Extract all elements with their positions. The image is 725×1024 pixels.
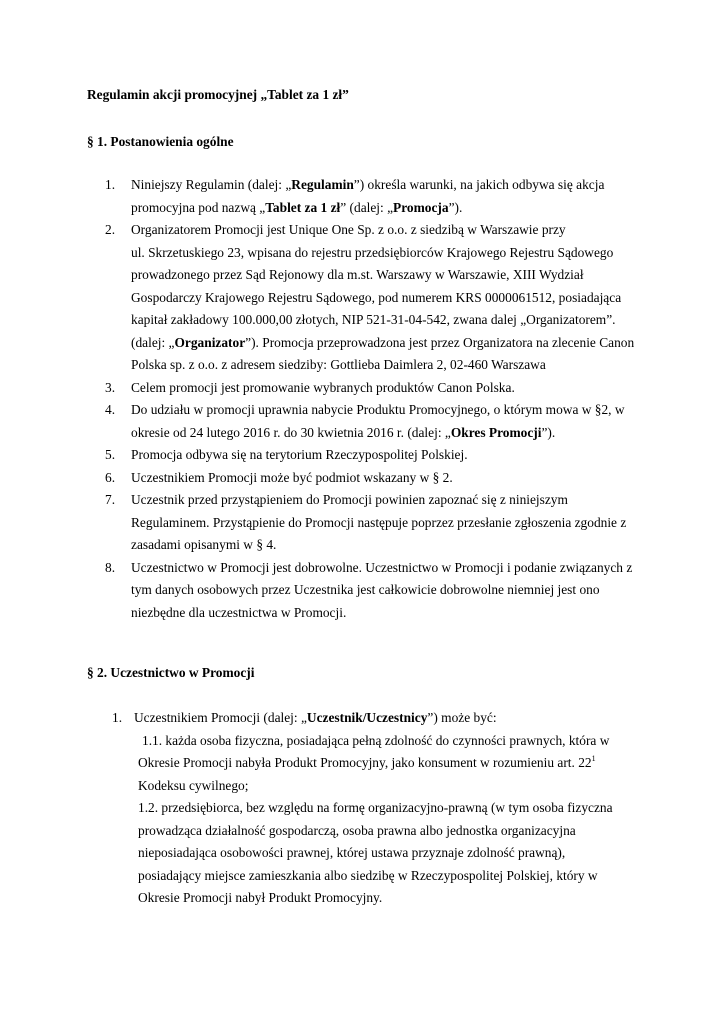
item-text-line xyxy=(131,332,665,355)
list-item xyxy=(105,219,665,377)
item-text-line: niezbędne dla uczestnictwa w Promocji. xyxy=(131,604,347,620)
list-item xyxy=(105,377,665,400)
section-1-heading: § 1. Postanowienia ogólne xyxy=(87,134,234,149)
item-text-line: Uczestnictwo w Promocji jest dobrowolne. Uczestnictwo w Promocji i podanie związanych z xyxy=(131,559,633,575)
item-number: 8. xyxy=(105,559,116,575)
item-text-line: Gospodarczy Krajowego Rejestru Sądowego, pod numerem KRS 0000061512, posiadająca xyxy=(131,289,622,305)
item-text-line: Polska sp. z o.o. z adresem siedziby: Gottlieba Daimlera 2, 02-460 Warszawa xyxy=(131,357,546,372)
subitem-text-line: posiadający miejsce zamieszkania albo siedzibę w Rzeczypospolitej Polskiej, który w xyxy=(138,867,598,883)
item-number: 1. xyxy=(112,710,123,725)
subitem-text-line: prowadząca działalność gospodarczą, osoba prawna albo jednostka organizacyjna xyxy=(138,822,576,838)
item-text-line: Promocja odbywa się na terytorium Rzeczypospolitej Polskiej. xyxy=(131,447,468,462)
subitem-text-line: nieposiadająca osobowości prawnej, której ustawa przyznaje zdolność prawną), xyxy=(138,845,566,860)
item-number: 6. xyxy=(105,469,116,485)
text-run: Niniejszy Regulamin (dalej: „ xyxy=(131,177,292,192)
item-number: 2. xyxy=(105,222,116,237)
list-item xyxy=(105,467,665,490)
item-text-line: Do udziału w promocji uprawnia nabycie Produktu Promocyjnego, o którym mowa w §2, w xyxy=(131,402,625,417)
list-item xyxy=(112,707,672,910)
item-text-line xyxy=(131,197,665,220)
text-run: okresie od 24 lutego 2016 r. do 30 kwietnia 2016 r. (dalej: „ xyxy=(131,424,451,440)
defined-term: Promocja xyxy=(393,199,449,215)
item-text-line: Regulaminem. Przystąpienie do Promocji następuje poprzez przesłanie zgłoszenia zgodnie z xyxy=(131,514,627,530)
text-run: ” (dalej: „ xyxy=(340,199,394,215)
item-text-line: tym danych osobowych przez Uczestnika jest całkowicie dobrowolne niemniej jest ono xyxy=(131,582,600,597)
item-text-line: ul. Skrzetuskiego 23, wpisana do rejestru przedsiębiorców Krajowego Rejestru Sądowego xyxy=(131,244,614,260)
item-number: 1. xyxy=(105,177,116,192)
item-text-line: kapitał zakładowy 100.000,00 złotych, NIP 521-31-04-542, zwana dalej „Organizatorem”. xyxy=(131,312,616,327)
subitem-text-line: 1.1. każda osoba fizyczna, posiadająca pełną zdolność do czynności prawnych, która w xyxy=(142,732,610,748)
section-2-list xyxy=(112,707,672,910)
text-run: (dalej: „ xyxy=(131,334,175,350)
item-text-line: Uczestnik przed przystąpieniem do Promocji powinien zapoznać się z niniejszym xyxy=(131,492,568,507)
text-run: promocyjna pod nazwą „ xyxy=(131,199,266,215)
document-title: Regulamin akcji promocyjnej „Tablet za 1 zł” xyxy=(87,87,349,102)
item-text-line: Organizatorem Promocji jest Unique One Sp. z o.o. z siedzibą w Warszawie przy xyxy=(131,222,566,237)
text-run: ”) określa warunki, na jakich odbywa się akcja xyxy=(353,177,605,192)
defined-term: Uczestnik/Uczestnicy xyxy=(306,710,428,725)
text-run: ”). Promocja przeprowadzona jest przez Organizatora na zlecenie Canon xyxy=(245,334,635,350)
section-1-list xyxy=(105,174,665,624)
text-run: ”). xyxy=(448,199,463,215)
text-run: ”). xyxy=(541,424,556,440)
text-run: Okresie Promocji nabyła Produkt Promocyjny, jako konsument w rozumieniu art. 22 xyxy=(138,755,592,770)
defined-term: Tablet za 1 zł xyxy=(265,199,341,215)
defined-term: Okres Promocji xyxy=(450,424,542,440)
subitem-text-line: 1.2. przedsiębiorca, bez względu na formę organizacyjno-prawną (w tym osoba fizyczna xyxy=(138,800,613,815)
list-item xyxy=(105,174,665,219)
list-item xyxy=(105,489,665,557)
text-run: Uczestnikiem Promocji (dalej: „ xyxy=(134,710,307,725)
subitem-text-line: Kodeksu cywilnego; xyxy=(138,777,249,793)
item-text-line xyxy=(131,422,665,445)
list-item xyxy=(105,399,665,444)
section-2-heading: § 2. Uczestnictwo w Promocji xyxy=(87,665,255,680)
item-text-line: zasadami opisanymi w § 4. xyxy=(131,537,277,552)
item-number: 4. xyxy=(105,402,116,417)
list-item xyxy=(105,557,665,625)
footnote-marker: 1 xyxy=(591,754,596,763)
item-number: 3. xyxy=(105,379,116,395)
item-text-line xyxy=(134,707,672,730)
defined-term: Organizator xyxy=(174,334,246,350)
text-run: ”) może być: xyxy=(427,710,497,725)
defined-term: Regulamin xyxy=(291,177,354,192)
item-number: 7. xyxy=(105,492,116,507)
item-text-line: prowadzonego przez Sąd Rejonowy dla m.st. Warszawy w Warszawie, XIII Wydział xyxy=(131,267,584,282)
subitem-text-line: Okresie Promocji nabył Produkt Promocyjny. xyxy=(138,890,383,905)
list-item xyxy=(105,444,665,467)
item-text-line xyxy=(131,174,665,197)
subitem-text-line xyxy=(134,752,672,775)
item-text-line: Celem promocji jest promowanie wybranych produktów Canon Polska. xyxy=(131,379,515,395)
item-text-line: Uczestnikiem Promocji może być podmiot wskazany w § 2. xyxy=(131,469,453,485)
item-number: 5. xyxy=(105,447,116,462)
